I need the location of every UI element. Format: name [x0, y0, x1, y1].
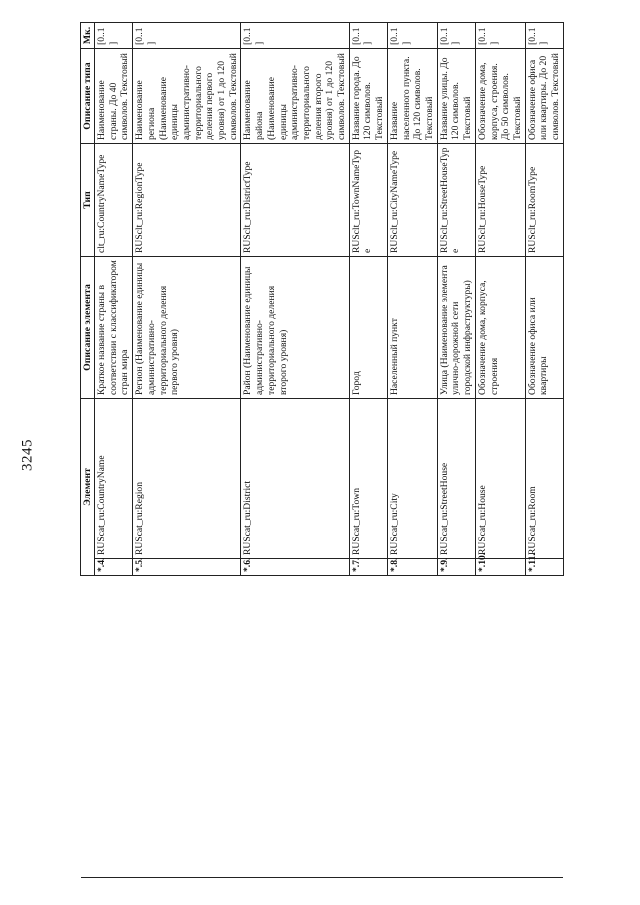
spec-table	[80, 22, 564, 878]
row-type: RUSclt_ru:RegionType	[133, 144, 241, 257]
row-number: *.11.	[525, 559, 563, 576]
row-number: *.4.	[95, 559, 133, 576]
row-type: RUSclt_ru:StreetHouseType	[437, 144, 475, 257]
table-row	[241, 23, 349, 878]
row-multiplicity: [0..1]	[437, 23, 475, 49]
row-number: *.6.	[241, 559, 349, 576]
row-description: Краткое название страны в соответствии с классификатором стран мира	[95, 257, 133, 399]
row-multiplicity: [0..1]	[525, 23, 563, 49]
row-number: *.7.	[349, 559, 387, 576]
header-element: Элемент	[81, 399, 95, 576]
table-row	[387, 23, 437, 878]
rotated-table-sheet	[80, 23, 562, 878]
row-multiplicity: [0..1]	[475, 23, 525, 49]
row-number: *.8.	[387, 559, 437, 576]
row-number: *.10.	[475, 559, 525, 576]
row-type-description: Обозначение офиса или квартиры. До 20 символов. Текстовый	[525, 49, 563, 144]
row-type-description: Наименование страны. До 40 символов. Текстовый	[95, 49, 133, 144]
header-gap	[81, 576, 95, 878]
table-row	[95, 23, 133, 878]
row-description: Регион (Наименование единицы административно-территориального деления первого уровня)	[133, 257, 241, 399]
row-multiplicity: [0..1]	[241, 23, 349, 49]
row-multiplicity: [0..1]	[349, 23, 387, 49]
row-element: RUScat_ru:Region	[133, 399, 241, 559]
row-description: Населенный пункт	[387, 257, 437, 399]
row-type: RUSclt_ru:TownNameType	[349, 144, 387, 257]
row-type-description: Наименование региона (Наименование единицы административно-территориального деления первого уровня) от 1 до 120 символов. Текстовый	[133, 49, 241, 144]
row-element: RUScat_ru:StreetHouse	[437, 399, 475, 559]
row-description: Город	[349, 257, 387, 399]
row-multiplicity: [0..1]	[95, 23, 133, 49]
row-multiplicity: [0..1]	[387, 23, 437, 49]
header-type-description: Описание типа	[81, 49, 95, 144]
row-type-description: Название города. До 120 символов. Текстовый	[349, 49, 387, 144]
row-type: RUSclt_ru:CityNameType	[387, 144, 437, 257]
row-element: RUScat_ru:District	[241, 399, 349, 559]
table-row	[437, 23, 475, 878]
table-header-row	[81, 23, 95, 878]
row-multiplicity: [0..1]	[133, 23, 241, 49]
row-type: RUSclt_ru:RoomType	[525, 144, 563, 257]
row-description: Обозначение офиса или квартиры	[525, 257, 563, 399]
table-row	[349, 23, 387, 878]
row-type-description: Наименование района (Наименование единицы административно-территориального деления второго уровня) от 1 до 120 символов. Текстовый	[241, 49, 349, 144]
header-element-description: Описание элемента	[81, 257, 95, 399]
header-multiplicity: Мк.	[81, 23, 95, 49]
row-type-description: Название населенного пункта. До 120 символов. Текстовый	[387, 49, 437, 144]
row-element: RUScat_ru:House	[475, 399, 525, 559]
row-type-description: Обозначение дома, корпуса, строения. До 50 символов. Текстовый	[475, 49, 525, 144]
row-description: Улица (Наименование элемента улично-дорожной сети городской инфраструктуры)	[437, 257, 475, 399]
row-type-description: Название улицы. До 120 символов. Текстовый	[437, 49, 475, 144]
row-element: RUScat_ru:CountryName	[95, 399, 133, 559]
page-number: 3245	[19, 439, 36, 471]
row-type: RUSclt_ru:DistrictType	[241, 144, 349, 257]
table-row	[133, 23, 241, 878]
row-element: RUScat_ru:City	[387, 399, 437, 559]
row-type: RUSclt_ru:HouseType	[475, 144, 525, 257]
row-description: Обозначение дома, корпуса, строения	[475, 257, 525, 399]
row-element: RUScat_ru:Town	[349, 399, 387, 559]
header-type: Тип	[81, 144, 95, 257]
row-element: RUScat_ru:Room	[525, 399, 563, 559]
row-number: *.5.	[133, 559, 241, 576]
row-number: *.9.	[437, 559, 475, 576]
table-row	[525, 23, 563, 878]
row-type: clt_ru:CountryNameType	[95, 144, 133, 257]
row-description: Район (Наименование единицы административно-территориального деления второго уровня)	[241, 257, 349, 399]
table-row	[475, 23, 525, 878]
